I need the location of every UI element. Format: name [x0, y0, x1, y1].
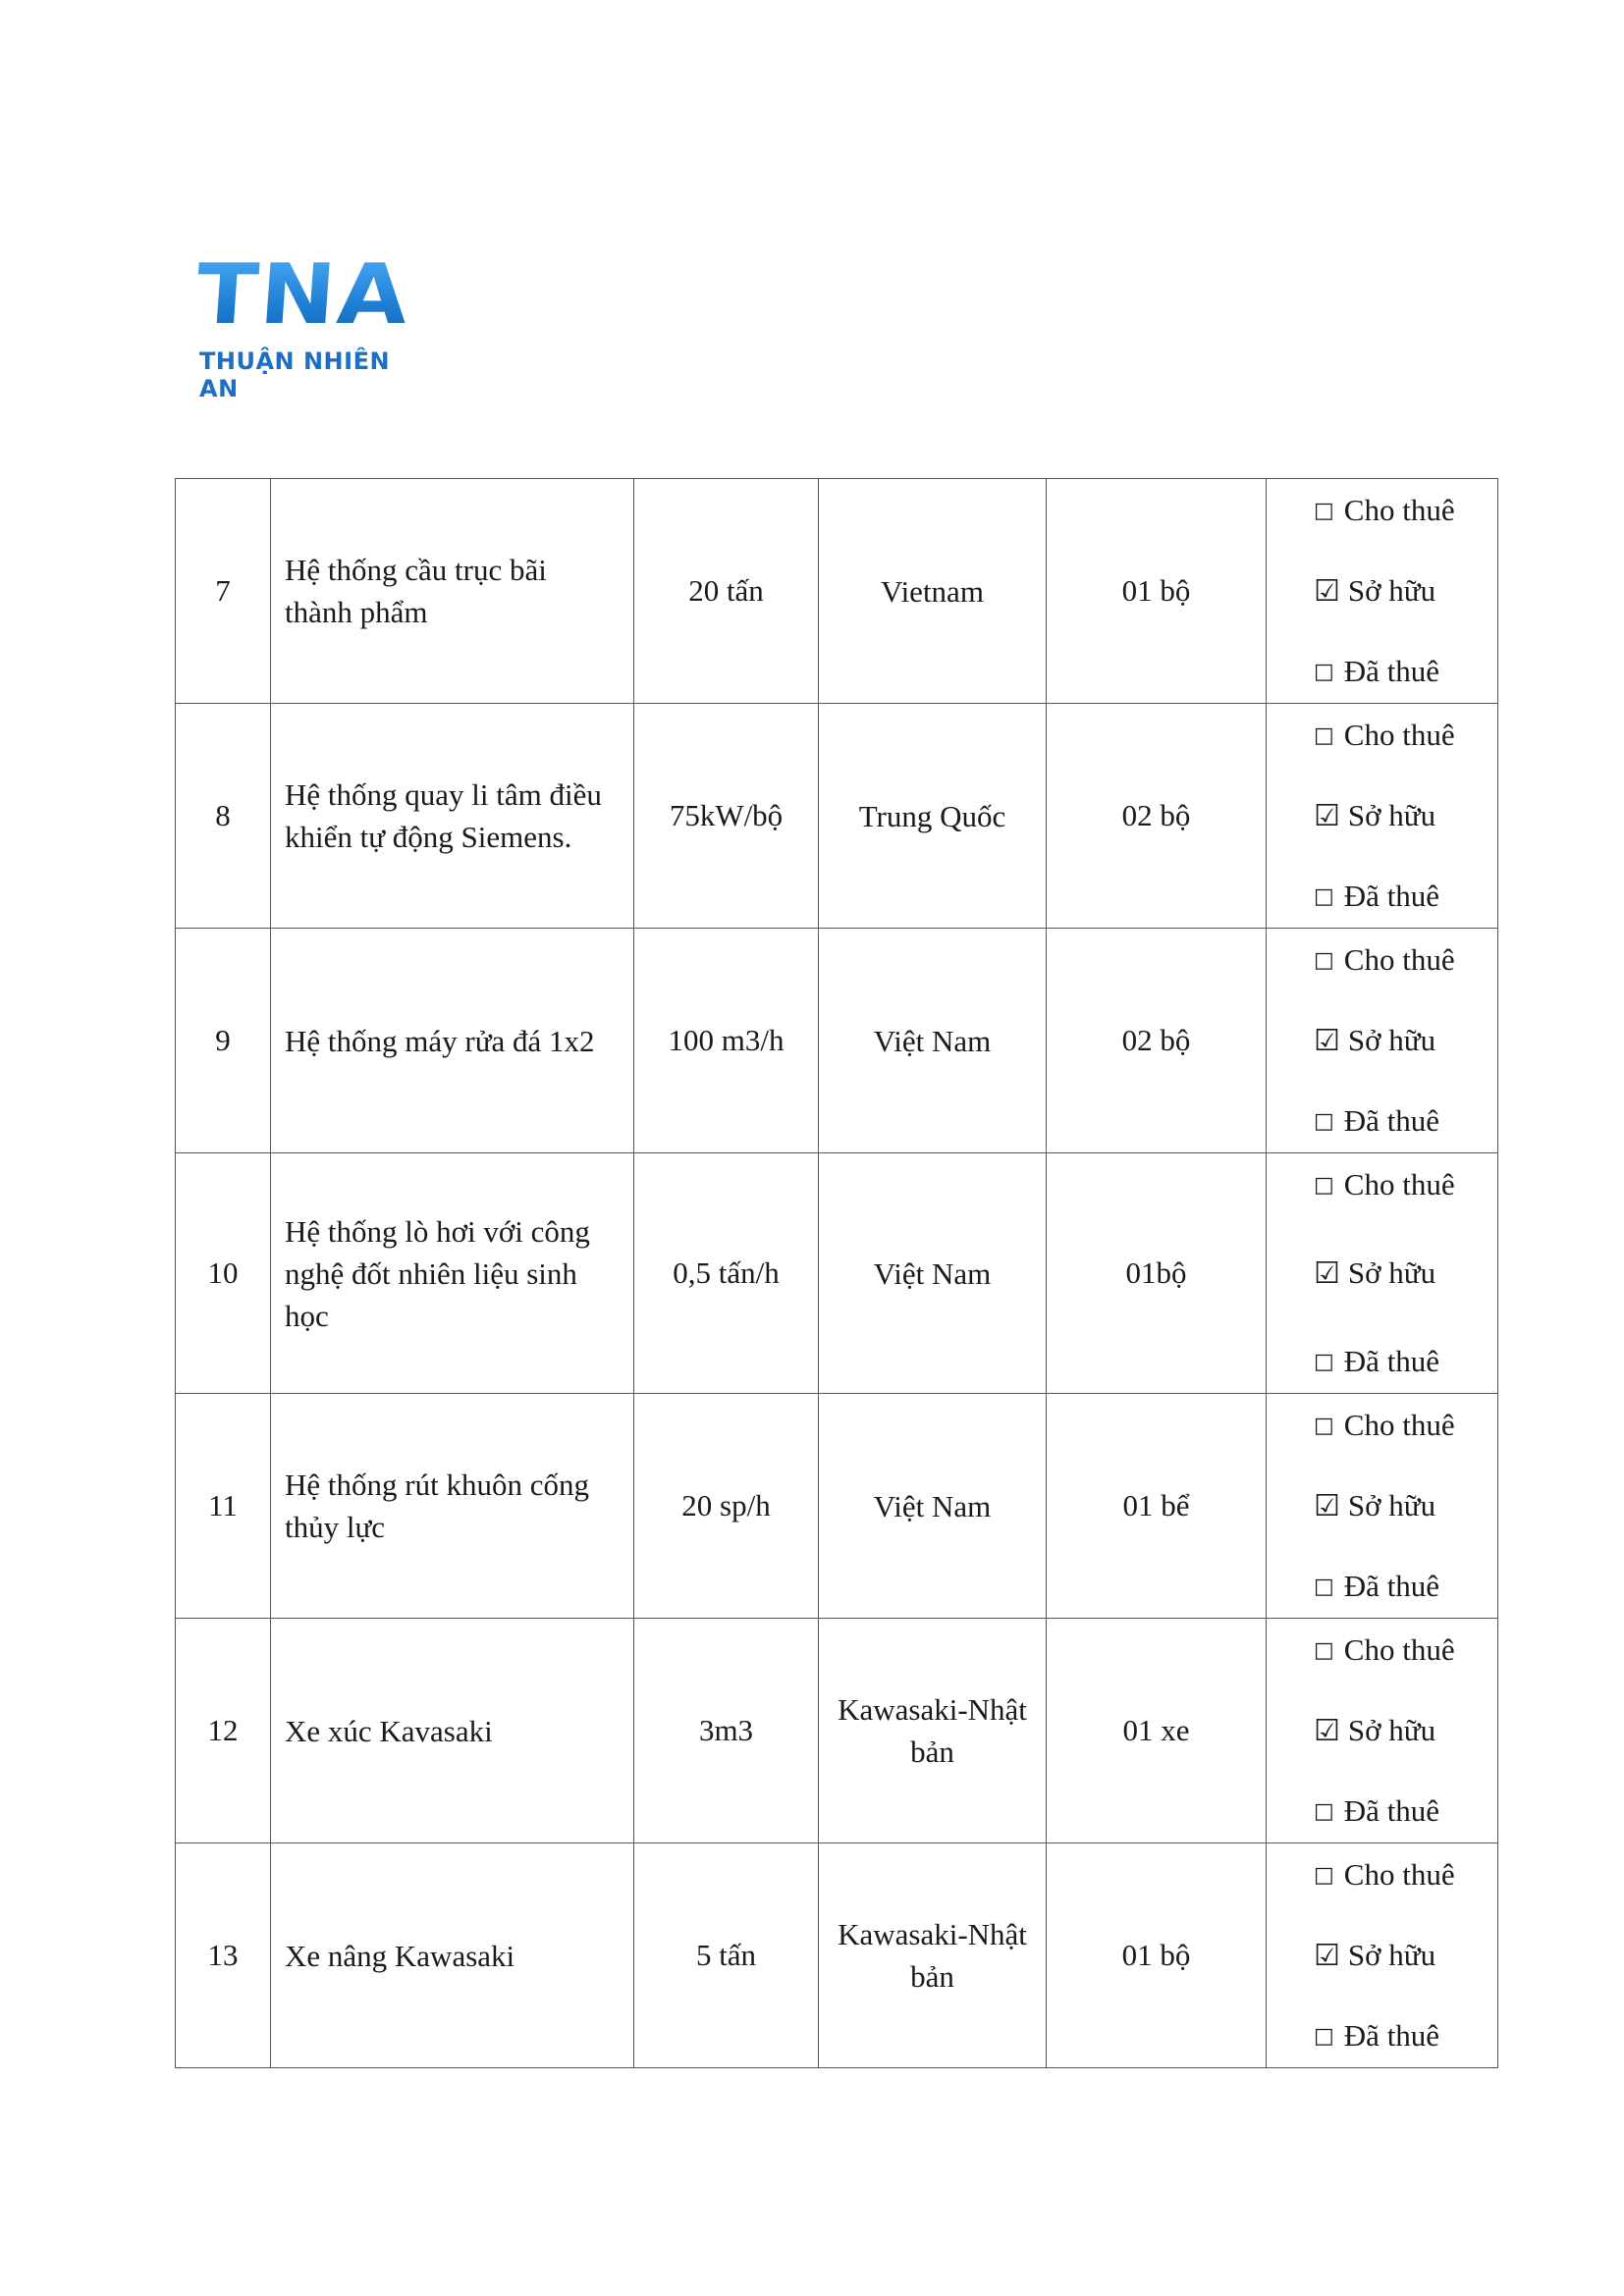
checked-box-icon: ☑: [1314, 1255, 1340, 1291]
empty-box-icon: □: [1314, 883, 1334, 909]
ownership-status-cell: [1267, 1843, 1498, 2068]
equipment-table: [175, 478, 1498, 2068]
status-option: [1314, 491, 1497, 530]
status-option: [1314, 652, 1497, 691]
checked-box-icon: ☑: [1314, 798, 1340, 833]
equipment-name: Hệ thống rút khuôn cống thủy lực: [271, 1394, 634, 1619]
checked-box-icon: ☑: [1314, 1488, 1340, 1523]
empty-box-icon: □: [1314, 1108, 1334, 1134]
table-row: [176, 1619, 1498, 1843]
row-number: 12: [176, 1619, 271, 1843]
status-option: [1314, 1406, 1497, 1445]
status-option-label: Cho thuê: [1343, 1632, 1455, 1667]
status-option: [1314, 1567, 1497, 1606]
table-row: [176, 1843, 1498, 2068]
row-number: 9: [176, 929, 271, 1153]
status-option: [1314, 877, 1497, 916]
status-option-label: Sở hữu: [1347, 1713, 1436, 1747]
table-row: [176, 704, 1498, 929]
equipment-name: Hệ thống máy rửa đá 1x2: [271, 929, 634, 1153]
equipment-quantity: 02 bộ: [1047, 704, 1267, 929]
logo-company-name: THUẬN NHIÊN AN: [199, 347, 391, 402]
equipment-quantity: 01 bể: [1047, 1394, 1267, 1619]
equipment-name: Hệ thống lò hơi với công nghệ đốt nhiên liệu sinh học: [271, 1153, 634, 1394]
equipment-name: Xe nâng Kawasaki: [271, 1843, 634, 2068]
empty-box-icon: □: [1314, 1798, 1334, 1824]
status-option-label: Đã thuê: [1343, 1103, 1440, 1138]
status-option: [1314, 1254, 1497, 1293]
empty-box-icon: □: [1314, 1574, 1334, 1599]
status-option: [1314, 1021, 1497, 1060]
ownership-status-cell: [1267, 1153, 1498, 1394]
row-number: 11: [176, 1394, 271, 1619]
row-number: 10: [176, 1153, 271, 1394]
ownership-status-options: [1267, 1153, 1497, 1393]
status-option-label: Đã thuê: [1343, 2018, 1440, 2053]
equipment-capacity: 3m3: [634, 1619, 819, 1843]
equipment-quantity: 01bộ: [1047, 1153, 1267, 1394]
status-option-label: Sở hữu: [1347, 1938, 1436, 1972]
status-option: [1314, 2016, 1497, 2056]
equipment-capacity: 5 tấn: [634, 1843, 819, 2068]
equipment-origin: Việt Nam: [819, 1153, 1047, 1394]
table-row: [176, 1394, 1498, 1619]
empty-box-icon: □: [1314, 1172, 1334, 1198]
equipment-quantity: 01 bộ: [1047, 479, 1267, 704]
empty-box-icon: □: [1314, 1349, 1334, 1374]
equipment-quantity: 02 bộ: [1047, 929, 1267, 1153]
row-number: 13: [176, 1843, 271, 2068]
status-option-label: Sở hữu: [1347, 1023, 1436, 1057]
status-option: [1314, 571, 1497, 611]
ownership-status-options: [1267, 929, 1497, 1152]
row-number: 7: [176, 479, 271, 704]
ownership-status-cell: [1267, 1394, 1498, 1619]
status-option-label: Cho thuê: [1343, 1408, 1455, 1442]
status-option: [1314, 1711, 1497, 1750]
table-row: [176, 929, 1498, 1153]
equipment-capacity: 0,5 tấn/h: [634, 1153, 819, 1394]
ownership-status-options: [1267, 1394, 1497, 1618]
ownership-status-options: [1267, 479, 1497, 703]
status-option: [1314, 1342, 1497, 1381]
status-option-label: Đã thuê: [1343, 1793, 1440, 1828]
equipment-origin: Kawasaki-Nhật bản: [819, 1843, 1047, 2068]
empty-box-icon: □: [1314, 1862, 1334, 1888]
equipment-origin: Trung Quốc: [819, 704, 1047, 929]
equipment-table-body: [176, 479, 1498, 2068]
equipment-quantity: 01 bộ: [1047, 1843, 1267, 2068]
equipment-origin: Kawasaki-Nhật bản: [819, 1619, 1047, 1843]
equipment-capacity: 100 m3/h: [634, 929, 819, 1153]
status-option-label: Đã thuê: [1343, 879, 1440, 913]
status-option: [1314, 940, 1497, 980]
logo-mark: TNA: [193, 253, 435, 337]
status-option: [1314, 1855, 1497, 1895]
checked-box-icon: ☑: [1314, 1713, 1340, 1748]
empty-box-icon: □: [1314, 1637, 1334, 1663]
ownership-status-options: [1267, 704, 1497, 928]
empty-box-icon: □: [1314, 947, 1334, 973]
empty-box-icon: □: [1314, 1413, 1334, 1438]
status-option: [1314, 1101, 1497, 1141]
equipment-origin: Vietnam: [819, 479, 1047, 704]
equipment-name: Hệ thống cầu trục bãi thành phẩm: [271, 479, 634, 704]
empty-box-icon: □: [1314, 498, 1334, 523]
checked-box-icon: ☑: [1314, 1023, 1340, 1058]
table-row: [176, 1153, 1498, 1394]
status-option: [1314, 1165, 1497, 1204]
ownership-status-cell: [1267, 929, 1498, 1153]
checked-box-icon: ☑: [1314, 573, 1340, 609]
ownership-status-cell: [1267, 704, 1498, 929]
empty-box-icon: □: [1314, 659, 1334, 684]
ownership-status-options: [1267, 1619, 1497, 1842]
status-option-label: Sở hữu: [1347, 1488, 1436, 1522]
status-option-label: Sở hữu: [1347, 798, 1436, 832]
ownership-status-cell: [1267, 1619, 1498, 1843]
status-option: [1314, 796, 1497, 835]
status-option-label: Cho thuê: [1343, 493, 1455, 527]
ownership-status-cell: [1267, 479, 1498, 704]
status-option-label: Sở hữu: [1347, 573, 1436, 608]
equipment-name: Xe xúc Kavasaki: [271, 1619, 634, 1843]
status-option-label: Đã thuê: [1343, 654, 1440, 688]
equipment-name: Hệ thống quay li tâm điều khiển tự động Siemens.: [271, 704, 634, 929]
equipment-origin: Việt Nam: [819, 1394, 1047, 1619]
status-option-label: Sở hữu: [1347, 1255, 1436, 1290]
status-option-label: Đã thuê: [1343, 1569, 1440, 1603]
equipment-origin: Việt Nam: [819, 929, 1047, 1153]
status-option-label: Cho thuê: [1343, 1857, 1455, 1892]
equipment-capacity: 75kW/bộ: [634, 704, 819, 929]
row-number: 8: [176, 704, 271, 929]
status-option-label: Cho thuê: [1343, 1167, 1455, 1201]
status-option-label: Cho thuê: [1343, 942, 1455, 977]
empty-box-icon: □: [1314, 2023, 1334, 2049]
table-row: [176, 479, 1498, 704]
status-option: [1314, 1486, 1497, 1525]
status-option-label: Đã thuê: [1343, 1344, 1440, 1378]
equipment-quantity: 01 xe: [1047, 1619, 1267, 1843]
checked-box-icon: ☑: [1314, 1938, 1340, 1973]
status-option: [1314, 1936, 1497, 1975]
status-option: [1314, 716, 1497, 755]
empty-box-icon: □: [1314, 722, 1334, 748]
company-logo: [192, 245, 435, 402]
status-option: [1314, 1791, 1497, 1831]
equipment-capacity: 20 sp/h: [634, 1394, 819, 1619]
status-option-label: Cho thuê: [1343, 718, 1455, 752]
status-option: [1314, 1630, 1497, 1670]
ownership-status-options: [1267, 1843, 1497, 2067]
equipment-capacity: 20 tấn: [634, 479, 819, 704]
